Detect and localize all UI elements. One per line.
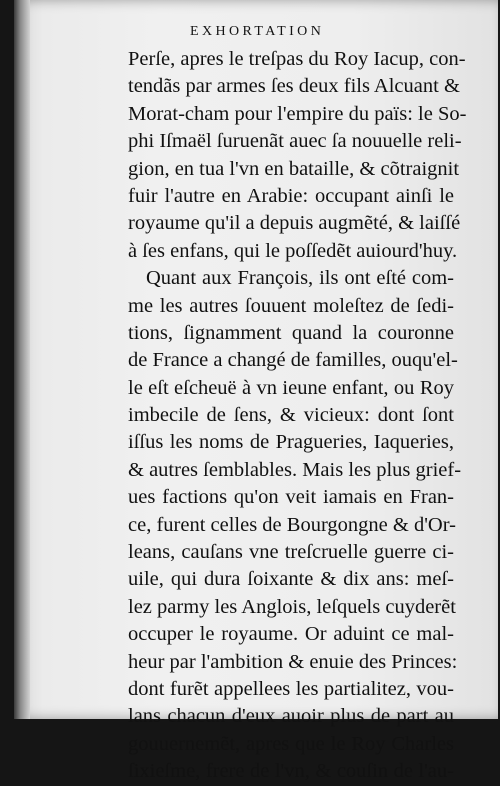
- text-line: ſixieſme, frere de l'vn, & couſin de l'au-: [128, 760, 454, 783]
- text-line: iſſus les noms de Pragueries, Iaqueries,: [128, 431, 454, 454]
- running-head: EXHORTATION: [190, 24, 325, 39]
- text-line: & autres ſemblables. Mais les plus grief-: [128, 458, 462, 481]
- body-text: [128, 46, 467, 786]
- text-line: me les autres ſouuent moleſtez de ſedi-: [128, 294, 454, 317]
- text-line: occuper le royaume. Or aduint ce mal-: [128, 623, 454, 646]
- text-line: fuir l'autre en Arabie: occupant ainſi le: [128, 184, 454, 207]
- text-line: uile, qui dura ſoixante & dix ans: meſ-: [128, 568, 454, 591]
- text-line: tions, ſignamment quand la couronne: [128, 321, 454, 344]
- text-line: gouuernemẽt, apres que le Roy Charles: [128, 732, 454, 755]
- text-line: Quant aux François, ils ont eſté com-: [146, 267, 454, 290]
- text-line: ce, furent celles de Bourgongne & d'Or-: [128, 513, 456, 536]
- text-line: ues factions qu'on veit iamais en Fran-: [128, 486, 454, 509]
- paragraph-2: [128, 265, 462, 785]
- text-line: leans, cauſans vne treſcruelle guerre ci-: [128, 541, 454, 564]
- text-line: à ſes enfans, qui le poſſedẽt auiourd'huy.: [128, 239, 458, 262]
- page-gutter-shadow: [14, 0, 30, 719]
- text-line: heur par l'ambition & enuie des Princes:: [128, 650, 458, 673]
- text-line: le eſt eſcheuë à vn ieune enfant, ou Roy: [128, 376, 454, 399]
- text-line: Morat-cham pour l'empire du païs: le So-: [128, 102, 467, 125]
- text-line: lans chacun d'eux auoir plus de part au: [128, 705, 454, 728]
- text-line: de France a changé de familles, ouqu'el-: [128, 349, 458, 372]
- text-line: phi Iſmaël ſuruenãt auec ſa nouuelle reli-: [128, 130, 462, 153]
- text-line: imbecile de ſens, & vicieux: dont ſont: [128, 404, 454, 427]
- text-line: lez parmy les Anglois, leſquels cuyderẽt: [128, 595, 456, 618]
- text-line: dont furẽt appellees les partialitez, vou-: [128, 677, 454, 700]
- text-line: Perſe, apres le treſpas du Roy Iacup, con-: [128, 48, 466, 70]
- paragraph-1: [128, 46, 467, 265]
- text-line: tendãs par armes ſes deux fils Alcuant &: [128, 75, 460, 98]
- text-line: royaume qu'il a depuis augmẽté, & laiſſé: [128, 212, 461, 235]
- text-line: gion, en tua l'vn en bataille, & cõtraignit: [128, 157, 460, 180]
